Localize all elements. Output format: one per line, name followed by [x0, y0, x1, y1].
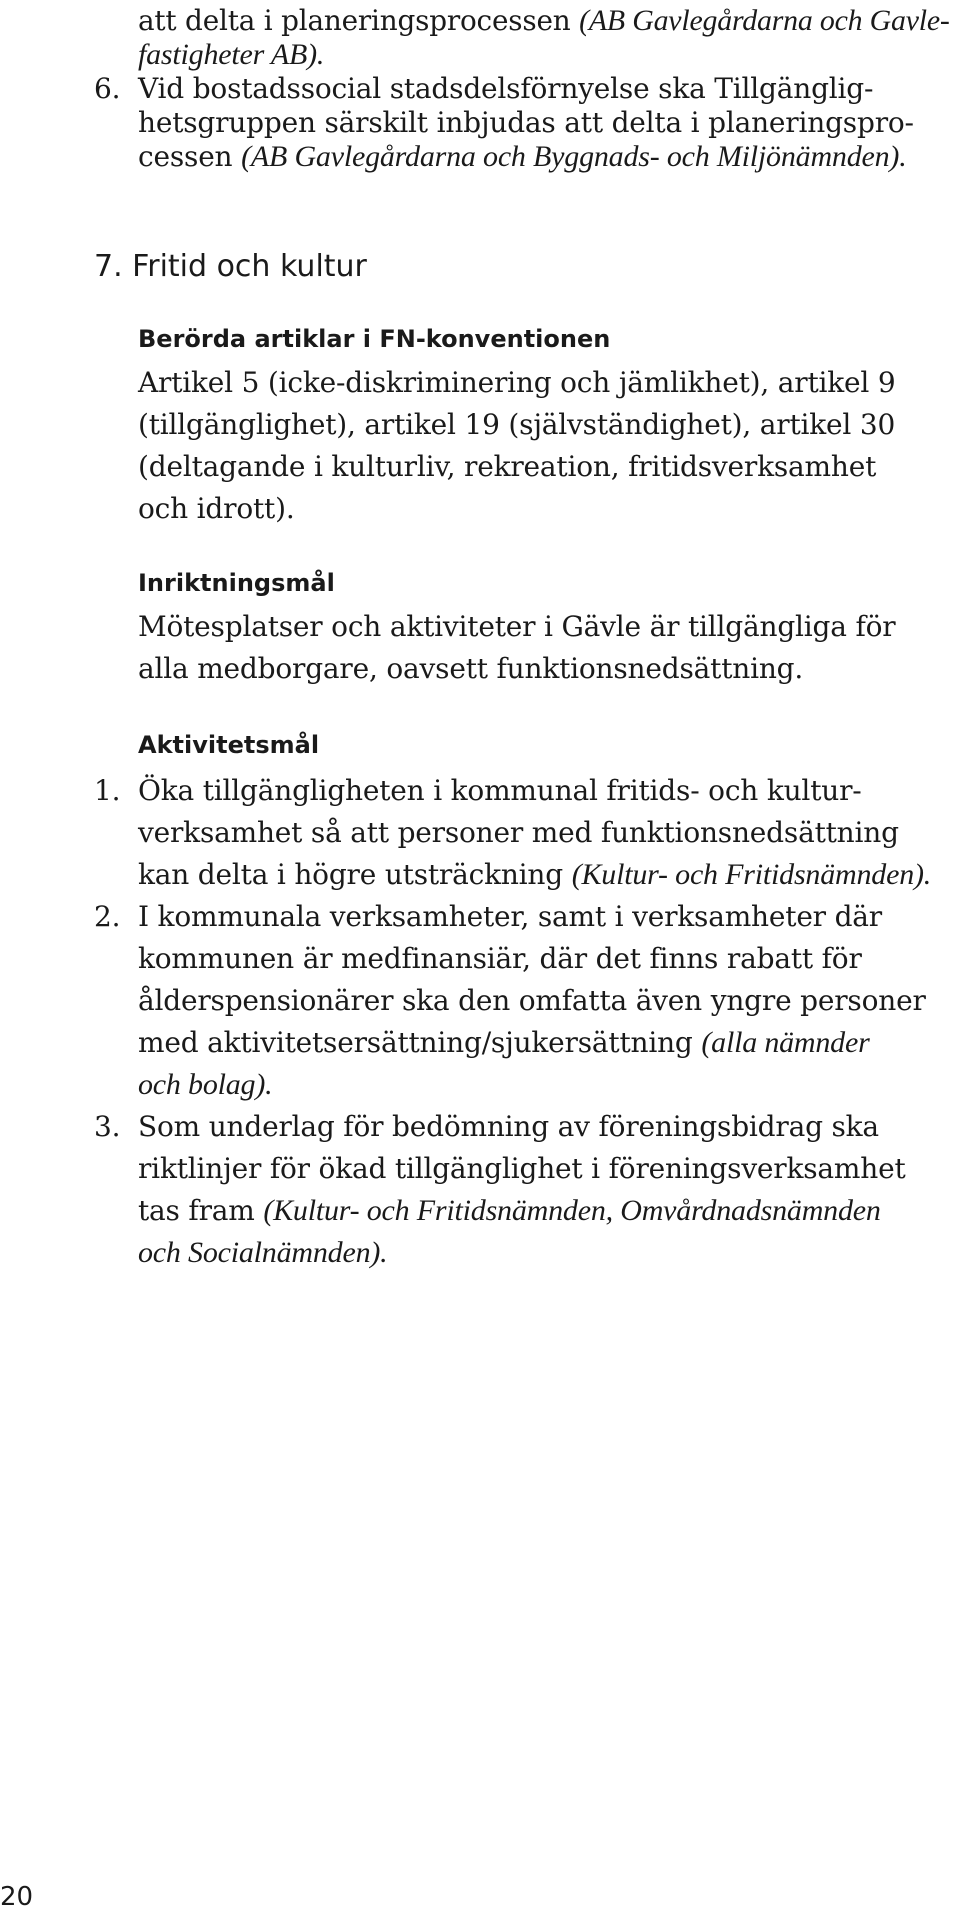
activity-item-3-line-2: riktlinjer för ökad tillgänglighet i föreningsverksamhet: [138, 1152, 906, 1185]
activity-item-3-line-3: [138, 1190, 881, 1232]
goal-line-2: alla medborgare, oavsett funktionsnedsättning.: [138, 652, 804, 685]
activity-item-1-line-2: verksamhet så att personer med funktionsnedsättning: [138, 816, 899, 849]
responsible-agency: och Socialnämnden).: [138, 1236, 388, 1269]
articles-line-4: och idrott).: [138, 492, 295, 525]
articles-heading: Berörda artiklar i FN-konventionen: [138, 325, 611, 353]
responsible-agency: (alla nämnder: [701, 1026, 870, 1059]
responsible-agency: (Kultur- och Fritidsnämnden).: [571, 858, 932, 891]
activity-item-2-line-2: kommunen är medfinansiär, där det finns rabatt för: [138, 942, 862, 975]
responsible-agency: (AB Gavlegårdarna och Gavle-: [579, 4, 950, 37]
list-number: 1.: [94, 774, 121, 807]
list-item-text: tas fram: [138, 1194, 264, 1227]
list-item-6-line-3: [138, 136, 907, 178]
list-item-6-line-1: Vid bostadssocial stadsdelsförnyelse ska Tillgänglig-: [138, 72, 874, 105]
list-number: 3.: [94, 1110, 121, 1143]
articles-line-3: (deltagande i kulturliv, rekreation, fritidsverksamhet: [138, 450, 877, 483]
activity-item-2-line-1: I kommunala verksamheter, samt i verksamheter där: [138, 900, 882, 933]
continuation-text: att delta i planeringsprocessen: [138, 4, 580, 37]
activity-item-2-line-3: ålderspensionärer ska den omfatta även yngre personer: [138, 984, 926, 1017]
goal-heading: Inriktningsmål: [138, 569, 335, 597]
activity-item-2-line-5: [138, 1064, 272, 1106]
activity-item-3-line-4: [138, 1232, 387, 1274]
activity-item-1-line-3: [138, 854, 931, 896]
activity-item-1-line-1: Öka tillgängligheten i kommunal fritids- och kultur-: [138, 774, 862, 807]
list-item-text: kan delta i högre utsträckning: [138, 858, 572, 891]
list-number: 2.: [94, 900, 121, 933]
articles-line-2: (tillgänglighet), artikel 19 (självständighet), artikel 30: [138, 408, 896, 441]
responsible-agency: (AB Gavlegårdarna och Byggnads- och Miljönämnden).: [241, 140, 907, 173]
section-title: 7. Fritid och kultur: [94, 249, 367, 284]
activity-item-2-line-4: [138, 1022, 870, 1064]
page-number: 20: [0, 1882, 34, 1912]
responsible-agency: och bolag).: [138, 1068, 273, 1101]
responsible-agency: (Kultur- och Fritidsnämnden, Omvårdnadsnämnden: [263, 1194, 881, 1227]
goal-line-1: Mötesplatser och aktiviteter i Gävle är tillgängliga för: [138, 610, 896, 643]
list-item-6-line-2: hetsgruppen särskilt inbjudas att delta i planeringspro-: [138, 106, 914, 139]
activity-item-3-line-1: Som underlag för bedömning av föreningsbidrag ska: [138, 1110, 879, 1143]
list-item-text: cessen: [138, 140, 242, 173]
list-item-text: med aktivitetsersättning/sjukersättning: [138, 1026, 702, 1059]
list-number: 6.: [94, 72, 121, 105]
activity-goals-heading: Aktivitetsmål: [138, 731, 320, 759]
articles-line-1: Artikel 5 (icke-diskriminering och jämlikhet), artikel 9: [138, 366, 896, 399]
responsible-agency: fastigheter AB).: [138, 38, 325, 71]
